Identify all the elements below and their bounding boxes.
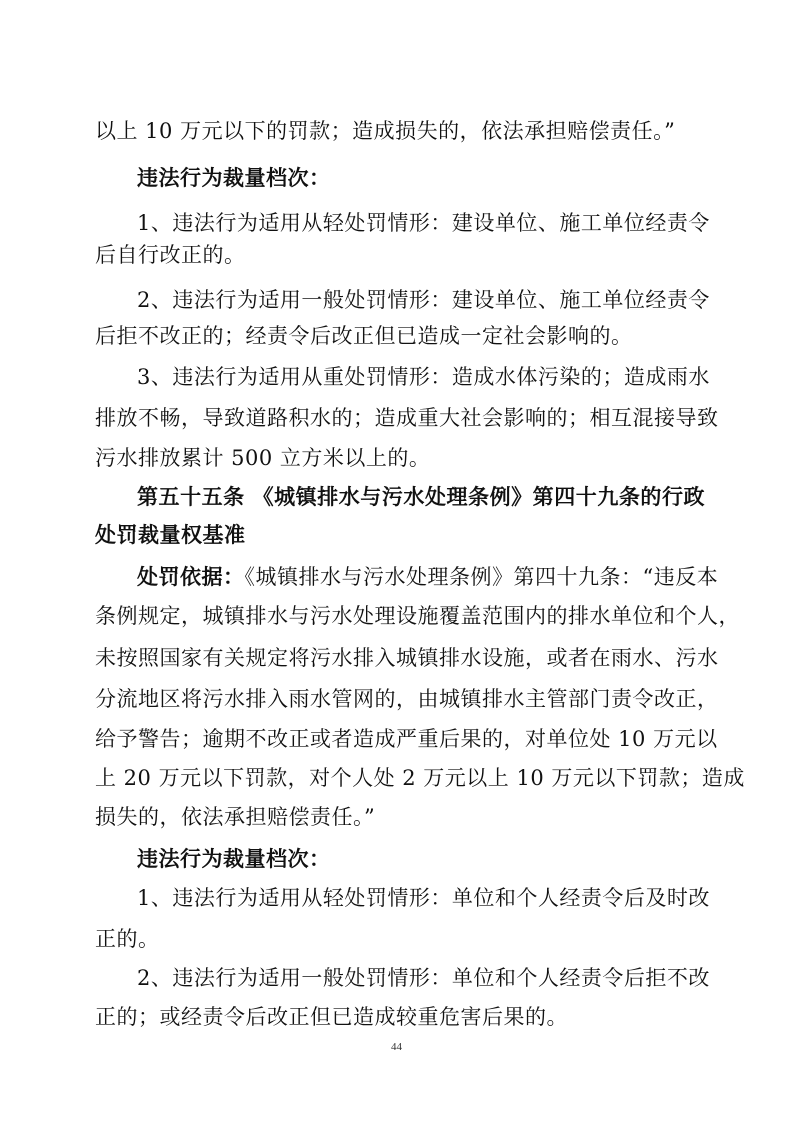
- text-line: [137, 562, 719, 592]
- text-line: 以上 10 万元以下的罚款；造成损失的，依法承担赔偿责任。”: [95, 119, 676, 143]
- article-heading: 第五十五条 《城镇排水与污水处理条例》第四十九条的行政: [137, 484, 705, 509]
- section-heading: 违法行为裁量档次：: [137, 846, 331, 871]
- text-line: 排放不畅，导致道路积水的；造成重大社会影响的；相互混接导致: [95, 406, 719, 430]
- text-line: 后拒不改正的；经责令后改正但已造成一定社会影响的。: [95, 324, 633, 348]
- text-line: 2、违法行为适用一般处罚情形：单位和个人经责令后拒不改: [137, 966, 710, 990]
- text-line: 条例规定，城镇排水与污水处理设施覆盖范围内的排水单位和个人，: [95, 604, 740, 628]
- text-line: 1、违法行为适用从轻处罚情形：建设单位、施工单位经责令: [137, 211, 710, 235]
- page-number: 44: [391, 1041, 402, 1053]
- article-heading: 处罚裁量权基准: [95, 522, 246, 547]
- text-line: 分流地区将污水排入雨水管网的，由城镇排水主管部门责令改正，: [95, 687, 719, 711]
- text-line: 污水排放累计 500 立方米以上的。: [95, 446, 431, 470]
- basis-label: 处罚依据：: [137, 564, 245, 589]
- text-line: 损失的，依法承担赔偿责任。”: [95, 805, 376, 829]
- text-line: 未按照国家有关规定将污水排入城镇排水设施，或者在雨水、污水: [95, 646, 719, 670]
- text-line: 正的；或经责令后改正但已造成较重危害后果的。: [95, 1005, 568, 1029]
- text-line: 2、违法行为适用一般处罚情形：建设单位、施工单位经责令: [137, 288, 710, 312]
- text-line: 给予警告；逾期不改正或者造成严重后果的，对单位处 10 万元以: [95, 727, 718, 751]
- text-line: 上 20 万元以下罚款，对个人处 2 万元以上 10 万元以下罚款；造成: [95, 766, 745, 790]
- text-line: 正的。: [95, 927, 160, 951]
- text-line: 1、违法行为适用从轻处罚情形：单位和个人经责令后及时改: [137, 886, 710, 910]
- text-line: 3、违法行为适用从重处罚情形：造成水体污染的；造成雨水: [137, 365, 710, 389]
- text-line: 后自行改正的。: [95, 243, 246, 267]
- basis-text: 《城镇排水与污水处理条例》第四十九条：“违反本: [244, 565, 719, 589]
- section-heading: 违法行为裁量档次：: [137, 165, 331, 190]
